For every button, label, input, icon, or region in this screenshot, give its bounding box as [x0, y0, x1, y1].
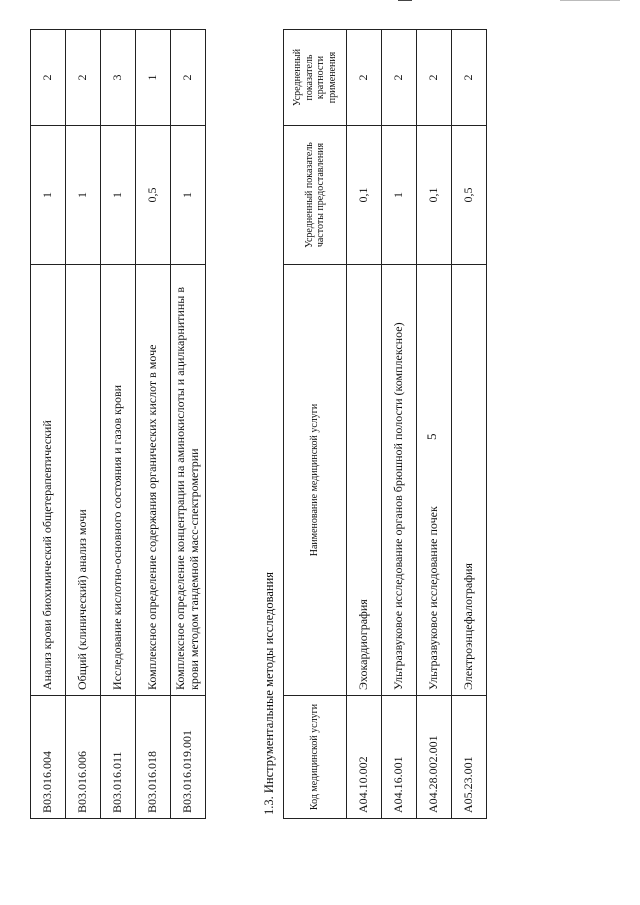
table-row — [136, 30, 171, 819]
multiplicity-value: 2 — [417, 30, 452, 126]
multiplicity-value: 1 — [136, 30, 171, 126]
service-code: A04.10.002 — [347, 696, 382, 819]
scan-mark — [560, 0, 620, 1]
frequency-value: 1 — [66, 126, 101, 265]
service-name: Анализ крови биохимический общетерапевтический — [31, 265, 66, 696]
service-name: Комплексное определение концентрации на аминокислоты и ацилкарнитины в крови методом тандемной масс-спектрометрии — [171, 265, 206, 696]
table-row — [171, 30, 206, 819]
table-row — [417, 30, 452, 819]
service-name: Ультразвуковое исследование органов брюшной полости (комплексное) — [382, 265, 417, 696]
service-code: B03.016.011 — [101, 696, 136, 819]
header-code: Код медицинской услуги — [284, 696, 347, 819]
service-code: B03.016.018 — [136, 696, 171, 819]
multiplicity-value: 2 — [66, 30, 101, 126]
service-name: Эхокардиография — [347, 265, 382, 696]
table-row — [31, 30, 66, 819]
frequency-value: 1 — [101, 126, 136, 265]
service-name: Исследование кислотно-основного состояния и газов крови — [101, 265, 136, 696]
service-name: Общий (клинический) анализ мочи — [66, 265, 101, 696]
multiplicity-value: 3 — [101, 30, 136, 126]
section-title: 1.3. Инструментальные методы исследования — [262, 571, 276, 815]
service-name: Электроэнцефалография — [452, 265, 487, 696]
table-header-row — [284, 30, 347, 819]
service-code: B03.016.004 — [31, 696, 66, 819]
header-name: Наименование медицинской услуги — [284, 265, 347, 696]
service-name: Ультразвуковое исследование почек — [417, 265, 452, 696]
table-row — [101, 30, 136, 819]
multiplicity-value: 2 — [452, 30, 487, 126]
frequency-value: 0,1 — [417, 126, 452, 265]
multiplicity-value: 2 — [382, 30, 417, 126]
page-number: 5 — [424, 433, 439, 440]
service-code: B03.016.019.001 — [171, 696, 206, 819]
frequency-value: 1 — [171, 126, 206, 265]
service-code: A04.28.002.001 — [417, 696, 452, 819]
header-frequency: Усредненный показатель частоты предоставления — [284, 126, 347, 265]
frequency-value: 0,5 — [136, 126, 171, 265]
scan-mark — [398, 0, 412, 1]
lab-tests-table — [30, 29, 206, 819]
frequency-value: 0,5 — [452, 126, 487, 265]
service-code: B03.016.006 — [66, 696, 101, 819]
service-name: Комплексное определение содержания органических кислот в моче — [136, 265, 171, 696]
header-multiplicity: Усредненный показатель кратности применения — [284, 30, 347, 126]
table-row — [66, 30, 101, 819]
frequency-value: 1 — [382, 126, 417, 265]
frequency-value: 0,1 — [347, 126, 382, 265]
frequency-value: 1 — [31, 126, 66, 265]
instrumental-methods-table — [283, 29, 487, 819]
multiplicity-value: 2 — [347, 30, 382, 126]
service-code: A04.16.001 — [382, 696, 417, 819]
multiplicity-value: 2 — [171, 30, 206, 126]
service-code: A05.23.001 — [452, 696, 487, 819]
multiplicity-value: 2 — [31, 30, 66, 126]
table-row — [347, 30, 382, 819]
table-row — [382, 30, 417, 819]
table-row — [452, 30, 487, 819]
